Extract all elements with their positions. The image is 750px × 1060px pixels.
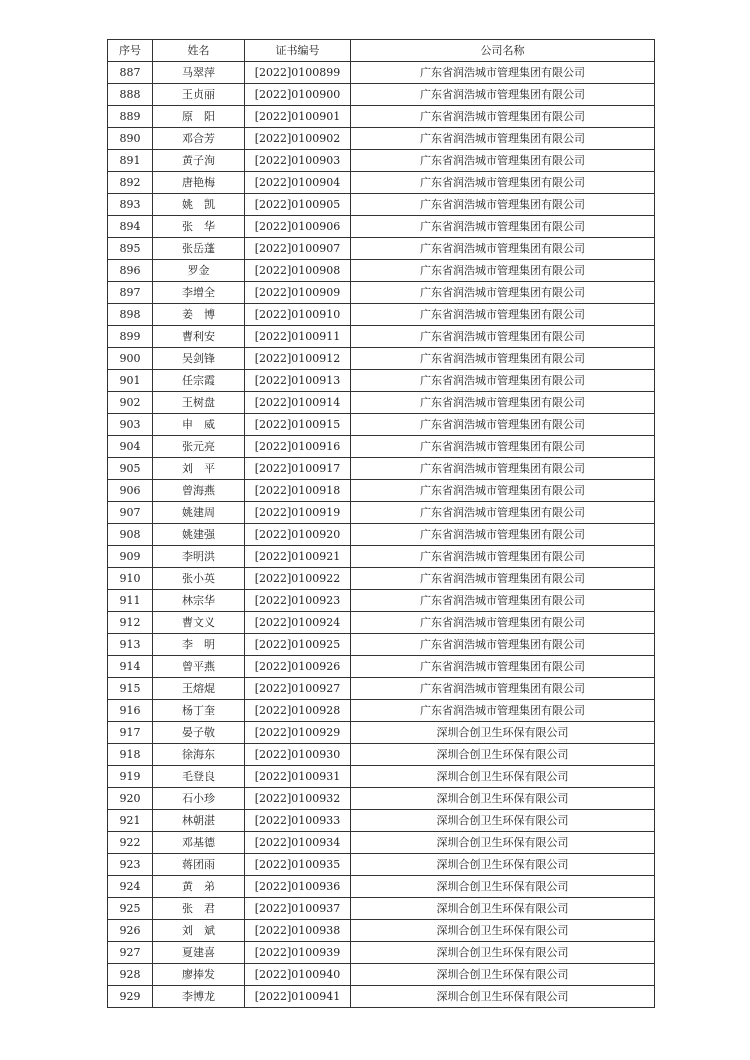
cell-certificate-number: [2022]0100903 — [245, 150, 351, 172]
cell-company-name: 深圳合创卫生环保有限公司 — [351, 920, 655, 942]
cell-name: 李 明 — [153, 634, 245, 656]
cell-serial-number: 916 — [108, 700, 153, 722]
cell-certificate-number: [2022]0100936 — [245, 876, 351, 898]
cell-serial-number: 909 — [108, 546, 153, 568]
cell-serial-number: 899 — [108, 326, 153, 348]
cell-company-name: 广东省润浩城市管理集团有限公司 — [351, 568, 655, 590]
table-row — [108, 282, 655, 304]
table-row — [108, 260, 655, 282]
cell-name: 曾平燕 — [153, 656, 245, 678]
table-row — [108, 326, 655, 348]
cell-company-name: 广东省润浩城市管理集团有限公司 — [351, 150, 655, 172]
cell-certificate-number: [2022]0100913 — [245, 370, 351, 392]
cell-serial-number: 902 — [108, 392, 153, 414]
table-body — [108, 62, 655, 1008]
cell-company-name: 广东省润浩城市管理集团有限公司 — [351, 128, 655, 150]
table-row — [108, 854, 655, 876]
table-row — [108, 128, 655, 150]
cell-name: 毛登良 — [153, 766, 245, 788]
cell-company-name: 广东省润浩城市管理集团有限公司 — [351, 678, 655, 700]
table-row — [108, 238, 655, 260]
cell-serial-number: 925 — [108, 898, 153, 920]
table-row — [108, 458, 655, 480]
cell-company-name: 广东省润浩城市管理集团有限公司 — [351, 392, 655, 414]
cell-company-name: 广东省润浩城市管理集团有限公司 — [351, 216, 655, 238]
cell-name: 姚 凯 — [153, 194, 245, 216]
table-row — [108, 370, 655, 392]
table-row — [108, 766, 655, 788]
cell-certificate-number: [2022]0100929 — [245, 722, 351, 744]
cell-serial-number: 915 — [108, 678, 153, 700]
cell-company-name: 广东省润浩城市管理集团有限公司 — [351, 282, 655, 304]
cell-company-name: 广东省润浩城市管理集团有限公司 — [351, 84, 655, 106]
cell-serial-number: 929 — [108, 986, 153, 1008]
cell-serial-number: 921 — [108, 810, 153, 832]
cell-name: 吴剑锋 — [153, 348, 245, 370]
table-row — [108, 524, 655, 546]
cell-company-name: 广东省润浩城市管理集团有限公司 — [351, 194, 655, 216]
cell-serial-number: 906 — [108, 480, 153, 502]
table-row — [108, 414, 655, 436]
cell-company-name: 深圳合创卫生环保有限公司 — [351, 810, 655, 832]
cell-name: 任宗霞 — [153, 370, 245, 392]
cell-company-name: 深圳合创卫生环保有限公司 — [351, 898, 655, 920]
cell-name: 曹利安 — [153, 326, 245, 348]
cell-certificate-number: [2022]0100934 — [245, 832, 351, 854]
cell-company-name: 深圳合创卫生环保有限公司 — [351, 788, 655, 810]
cell-name: 曹文义 — [153, 612, 245, 634]
cell-serial-number: 918 — [108, 744, 153, 766]
cell-certificate-number: [2022]0100910 — [245, 304, 351, 326]
certificate-table — [107, 39, 655, 1008]
table-row — [108, 678, 655, 700]
cell-certificate-number: [2022]0100932 — [245, 788, 351, 810]
cell-serial-number: 895 — [108, 238, 153, 260]
cell-name: 林宗华 — [153, 590, 245, 612]
cell-certificate-number: [2022]0100935 — [245, 854, 351, 876]
cell-name: 张 华 — [153, 216, 245, 238]
cell-name: 李博龙 — [153, 986, 245, 1008]
cell-company-name: 广东省润浩城市管理集团有限公司 — [351, 348, 655, 370]
cell-certificate-number: [2022]0100930 — [245, 744, 351, 766]
table-row — [108, 62, 655, 84]
cell-certificate-number: [2022]0100915 — [245, 414, 351, 436]
cell-serial-number: 893 — [108, 194, 153, 216]
cell-name: 徐海东 — [153, 744, 245, 766]
table-row — [108, 656, 655, 678]
cell-company-name: 深圳合创卫生环保有限公司 — [351, 854, 655, 876]
table-row — [108, 634, 655, 656]
cell-certificate-number: [2022]0100939 — [245, 942, 351, 964]
cell-name: 唐艳梅 — [153, 172, 245, 194]
cell-certificate-number: [2022]0100905 — [245, 194, 351, 216]
cell-name: 杨丁奎 — [153, 700, 245, 722]
cell-name: 蒋团雨 — [153, 854, 245, 876]
cell-certificate-number: [2022]0100916 — [245, 436, 351, 458]
table-row — [108, 612, 655, 634]
cell-name: 张 君 — [153, 898, 245, 920]
table-row — [108, 942, 655, 964]
cell-company-name: 深圳合创卫生环保有限公司 — [351, 766, 655, 788]
cell-serial-number: 896 — [108, 260, 153, 282]
cell-name: 张小英 — [153, 568, 245, 590]
cell-serial-number: 911 — [108, 590, 153, 612]
cell-serial-number: 888 — [108, 84, 153, 106]
cell-company-name: 广东省润浩城市管理集团有限公司 — [351, 106, 655, 128]
cell-serial-number: 901 — [108, 370, 153, 392]
cell-company-name: 深圳合创卫生环保有限公司 — [351, 876, 655, 898]
cell-certificate-number: [2022]0100926 — [245, 656, 351, 678]
table-row — [108, 150, 655, 172]
cell-name: 晏子敬 — [153, 722, 245, 744]
table-row — [108, 590, 655, 612]
cell-serial-number: 887 — [108, 62, 153, 84]
cell-name: 黄 弟 — [153, 876, 245, 898]
table-row — [108, 502, 655, 524]
cell-serial-number: 907 — [108, 502, 153, 524]
cell-name: 李明洪 — [153, 546, 245, 568]
cell-certificate-number: [2022]0100933 — [245, 810, 351, 832]
cell-certificate-number: [2022]0100928 — [245, 700, 351, 722]
cell-certificate-number: [2022]0100937 — [245, 898, 351, 920]
cell-company-name: 广东省润浩城市管理集团有限公司 — [351, 656, 655, 678]
cell-company-name: 深圳合创卫生环保有限公司 — [351, 964, 655, 986]
cell-name: 石小珍 — [153, 788, 245, 810]
cell-serial-number: 926 — [108, 920, 153, 942]
cell-name: 曾海燕 — [153, 480, 245, 502]
table-row — [108, 392, 655, 414]
cell-name: 申 威 — [153, 414, 245, 436]
cell-name: 邓合芳 — [153, 128, 245, 150]
cell-name: 姚建周 — [153, 502, 245, 524]
cell-certificate-number: [2022]0100902 — [245, 128, 351, 150]
cell-name: 王树盘 — [153, 392, 245, 414]
cell-certificate-number: [2022]0100918 — [245, 480, 351, 502]
cell-serial-number: 910 — [108, 568, 153, 590]
cell-company-name: 广东省润浩城市管理集团有限公司 — [351, 524, 655, 546]
table-row — [108, 832, 655, 854]
cell-name: 马翠萍 — [153, 62, 245, 84]
document-page — [107, 39, 654, 1008]
cell-certificate-number: [2022]0100922 — [245, 568, 351, 590]
cell-certificate-number: [2022]0100920 — [245, 524, 351, 546]
table-row — [108, 810, 655, 832]
table-row — [108, 172, 655, 194]
cell-company-name: 广东省润浩城市管理集团有限公司 — [351, 590, 655, 612]
cell-serial-number: 890 — [108, 128, 153, 150]
cell-certificate-number: [2022]0100931 — [245, 766, 351, 788]
table-row — [108, 546, 655, 568]
cell-serial-number: 914 — [108, 656, 153, 678]
cell-company-name: 广东省润浩城市管理集团有限公司 — [351, 370, 655, 392]
cell-certificate-number: [2022]0100901 — [245, 106, 351, 128]
table-row — [108, 436, 655, 458]
cell-certificate-number: [2022]0100908 — [245, 260, 351, 282]
cell-serial-number: 903 — [108, 414, 153, 436]
table-row — [108, 898, 655, 920]
cell-certificate-number: [2022]0100907 — [245, 238, 351, 260]
cell-company-name: 广东省润浩城市管理集团有限公司 — [351, 502, 655, 524]
cell-certificate-number: [2022]0100911 — [245, 326, 351, 348]
cell-serial-number: 889 — [108, 106, 153, 128]
cell-serial-number: 891 — [108, 150, 153, 172]
cell-company-name: 广东省润浩城市管理集团有限公司 — [351, 62, 655, 84]
cell-serial-number: 923 — [108, 854, 153, 876]
header-name: 姓名 — [153, 40, 245, 62]
table-row — [108, 876, 655, 898]
table-row — [108, 920, 655, 942]
cell-company-name: 广东省润浩城市管理集团有限公司 — [351, 458, 655, 480]
cell-certificate-number: [2022]0100904 — [245, 172, 351, 194]
cell-certificate-number: [2022]0100906 — [245, 216, 351, 238]
cell-company-name: 广东省润浩城市管理集团有限公司 — [351, 260, 655, 282]
cell-company-name: 深圳合创卫生环保有限公司 — [351, 832, 655, 854]
table-row — [108, 568, 655, 590]
table-row — [108, 194, 655, 216]
cell-certificate-number: [2022]0100919 — [245, 502, 351, 524]
table-row — [108, 722, 655, 744]
cell-name: 王贞丽 — [153, 84, 245, 106]
cell-serial-number: 894 — [108, 216, 153, 238]
cell-company-name: 广东省润浩城市管理集团有限公司 — [351, 414, 655, 436]
cell-certificate-number: [2022]0100909 — [245, 282, 351, 304]
table-row — [108, 964, 655, 986]
cell-serial-number: 920 — [108, 788, 153, 810]
cell-certificate-number: [2022]0100941 — [245, 986, 351, 1008]
cell-company-name: 深圳合创卫生环保有限公司 — [351, 744, 655, 766]
cell-name: 姚建强 — [153, 524, 245, 546]
table-row — [108, 106, 655, 128]
cell-certificate-number: [2022]0100924 — [245, 612, 351, 634]
cell-serial-number: 919 — [108, 766, 153, 788]
cell-serial-number: 892 — [108, 172, 153, 194]
cell-name: 姜 博 — [153, 304, 245, 326]
header-serial-number: 序号 — [108, 40, 153, 62]
cell-certificate-number: [2022]0100900 — [245, 84, 351, 106]
cell-company-name: 广东省润浩城市管理集团有限公司 — [351, 612, 655, 634]
cell-company-name: 广东省润浩城市管理集团有限公司 — [351, 238, 655, 260]
cell-serial-number: 927 — [108, 942, 153, 964]
table-row — [108, 986, 655, 1008]
cell-name: 罗金 — [153, 260, 245, 282]
cell-certificate-number: [2022]0100912 — [245, 348, 351, 370]
cell-name: 廖捧发 — [153, 964, 245, 986]
cell-name: 刘 平 — [153, 458, 245, 480]
cell-company-name: 广东省润浩城市管理集团有限公司 — [351, 304, 655, 326]
table-row — [108, 216, 655, 238]
cell-serial-number: 897 — [108, 282, 153, 304]
cell-company-name: 广东省润浩城市管理集团有限公司 — [351, 480, 655, 502]
cell-serial-number: 928 — [108, 964, 153, 986]
table-row — [108, 304, 655, 326]
cell-certificate-number: [2022]0100925 — [245, 634, 351, 656]
cell-certificate-number: [2022]0100917 — [245, 458, 351, 480]
cell-certificate-number: [2022]0100938 — [245, 920, 351, 942]
cell-serial-number: 917 — [108, 722, 153, 744]
cell-name: 张岳蓬 — [153, 238, 245, 260]
header-company-name: 公司名称 — [351, 40, 655, 62]
cell-certificate-number: [2022]0100927 — [245, 678, 351, 700]
cell-company-name: 广东省润浩城市管理集团有限公司 — [351, 700, 655, 722]
cell-company-name: 深圳合创卫生环保有限公司 — [351, 942, 655, 964]
cell-name: 王熔焜 — [153, 678, 245, 700]
table-row — [108, 788, 655, 810]
table-header-row — [108, 40, 655, 62]
cell-serial-number: 922 — [108, 832, 153, 854]
table-row — [108, 84, 655, 106]
cell-serial-number: 912 — [108, 612, 153, 634]
cell-serial-number: 908 — [108, 524, 153, 546]
cell-company-name: 深圳合创卫生环保有限公司 — [351, 986, 655, 1008]
cell-company-name: 深圳合创卫生环保有限公司 — [351, 722, 655, 744]
cell-certificate-number: [2022]0100914 — [245, 392, 351, 414]
cell-certificate-number: [2022]0100921 — [245, 546, 351, 568]
cell-name: 邓基德 — [153, 832, 245, 854]
cell-serial-number: 924 — [108, 876, 153, 898]
cell-certificate-number: [2022]0100923 — [245, 590, 351, 612]
cell-serial-number: 904 — [108, 436, 153, 458]
cell-company-name: 广东省润浩城市管理集团有限公司 — [351, 326, 655, 348]
table-row — [108, 744, 655, 766]
table-row — [108, 700, 655, 722]
cell-serial-number: 905 — [108, 458, 153, 480]
cell-certificate-number: [2022]0100940 — [245, 964, 351, 986]
cell-certificate-number: [2022]0100899 — [245, 62, 351, 84]
cell-company-name: 广东省润浩城市管理集团有限公司 — [351, 546, 655, 568]
cell-name: 李增全 — [153, 282, 245, 304]
cell-company-name: 广东省润浩城市管理集团有限公司 — [351, 436, 655, 458]
cell-name: 黄子洵 — [153, 150, 245, 172]
cell-name: 张元亮 — [153, 436, 245, 458]
cell-serial-number: 900 — [108, 348, 153, 370]
cell-name: 原 阳 — [153, 106, 245, 128]
table-row — [108, 348, 655, 370]
cell-name: 林朝湛 — [153, 810, 245, 832]
table-row — [108, 480, 655, 502]
cell-name: 夏建喜 — [153, 942, 245, 964]
cell-serial-number: 898 — [108, 304, 153, 326]
cell-company-name: 广东省润浩城市管理集团有限公司 — [351, 172, 655, 194]
cell-serial-number: 913 — [108, 634, 153, 656]
cell-company-name: 广东省润浩城市管理集团有限公司 — [351, 634, 655, 656]
cell-name: 刘 斌 — [153, 920, 245, 942]
header-certificate-number: 证书编号 — [245, 40, 351, 62]
